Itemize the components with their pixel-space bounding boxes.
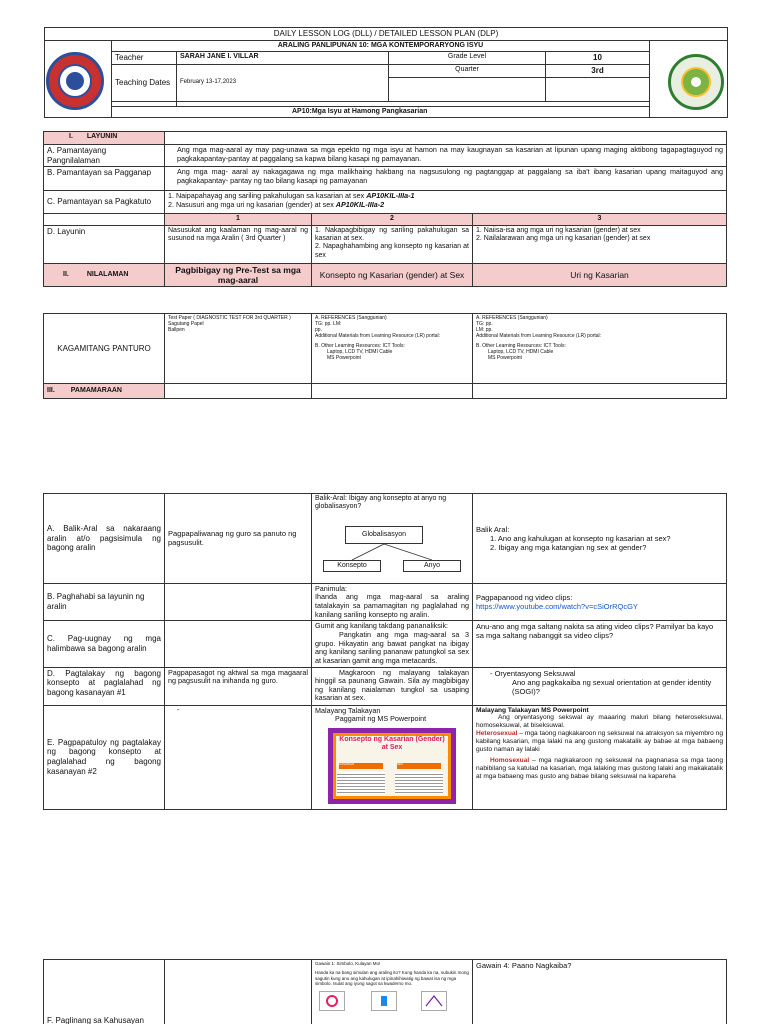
- symbol-icons: [315, 991, 469, 1011]
- kagamitan-day1-item: Ballpen: [168, 327, 185, 333]
- layunin-day2: [312, 225, 473, 263]
- pagtalakay-2-label: E. Pagpapatuloy ng pagtalakay ng bagong konsepto at paglalahad ng bagong kasanayan #2: [44, 705, 165, 809]
- pamantayang-pangnilalaman-text: Ang mga mag-aaral ay may pag-unawa sa mga epekto ng mga isyu at hamon na may kaugnayan sa kasarian at lipunan upang maging aktibong tagapagtaguyod ng pagkakapantay-pantay at paggalang sa kapwa bilang kasapi ng pamayanan.: [165, 145, 727, 167]
- teacher-value: SARAH JANE I. VILLAR: [177, 51, 389, 64]
- pamamaraan-label: PAMAMARAAN: [70, 386, 122, 394]
- pagtalakay-1-day3-head: - Oryentasyong Seksuwal: [490, 668, 576, 678]
- paglinang-label: F. Paglinang sa Kahusayan: [44, 960, 165, 1024]
- male-symbol-icon: [371, 991, 397, 1011]
- pamantayan-sa-pagganap-label: B. Pamantayan sa Pagganap: [44, 167, 165, 191]
- slide-text-block: [337, 772, 385, 794]
- paghahabi-day2-head: Panimula:: [315, 583, 347, 593]
- homosexual-term: Homosexual: [490, 756, 530, 764]
- paghahabi-day3: [473, 583, 727, 621]
- pamamaraan-heading: [44, 384, 165, 399]
- layunin-day2-item-2: 2. Napaghahambing ang konsepto ng kasarian at sex: [315, 243, 469, 259]
- kagamitan-day3: [473, 314, 727, 384]
- pagtalakay-2-day1: -: [165, 705, 312, 809]
- ref-additional: Additional Materials from Learning Resource (LR) portal:: [476, 333, 602, 339]
- ref-tools: Laptop, LCD TV, HDMI Cable: [327, 349, 393, 355]
- pagtalakay-2-day2: [312, 705, 473, 809]
- ref-other: B. Other Learning Resources: ICT Tools:: [315, 343, 405, 349]
- layunin-day2-item-1: 1. Nakapagbibigay ng sariling pakahulugan sa kasarian at sex.: [315, 226, 469, 242]
- day-3-header: 3: [473, 214, 727, 225]
- ref-heading: A. REFERENCES (Sanggunian): [315, 315, 387, 321]
- balik-aral-day3-q1: 1. Ano ang kahulugan at konsepto ng kasarian at sex?: [490, 533, 671, 543]
- layunin-label: LAYUNIN: [86, 133, 118, 140]
- pag-uugnay-day3: Anu-ano ang mga saltang nakita sa ating video clips? Pamilyar ba kayo sa mga saltang nabanggit sa video clips?: [473, 621, 727, 667]
- paghahabi-day3-head: Pagpapanood ng video clips:: [476, 593, 573, 603]
- ref-additional: Additional Materials from Learning Resource (LR) portal:: [315, 333, 441, 339]
- layunin-table: [43, 131, 727, 287]
- empty-cell: [165, 384, 312, 399]
- pagtalakay-2-day3-head: Malayang Talakayan MS Powerpoint: [476, 706, 589, 714]
- heterosexual-term: Heterosexual: [476, 730, 518, 738]
- balik-aral-label: A. Balik-Aral sa nakaraang aralin at/o pagsisimula ng bagong aralin: [44, 494, 165, 584]
- procedures-table: [43, 493, 727, 810]
- empty-cell: [312, 384, 473, 399]
- grade-value: 10: [546, 51, 650, 64]
- balik-aral-day3-q2: 2. Ibigay ang mga katangian ng sex at gender?: [490, 542, 647, 552]
- day-1-header: 1: [165, 214, 312, 225]
- pag-uugnay-day2-text: Pangkatin ang mga mag-aaral sa 3 grupo. Hikayatin ang bawat pangkat na ibigay ang kanilang sariling pananaw patungkol sa sex at kasarian gamit ang mga metacards.: [315, 629, 469, 665]
- globalisasyon-diagram: [315, 520, 469, 582]
- empty-cell: [473, 384, 727, 399]
- subject-title: ARALING PANLIPUNAN 10: MGA KONTEMPORARYONG ISYU: [112, 40, 650, 51]
- paghahabi-label: B. Paghahabi sa layunin ng aralin: [44, 583, 165, 621]
- pamantayang-pangnilalaman-label: A. Pamantayang Pangnilalaman: [44, 145, 165, 167]
- pagtalakay-1-day3-text: Ano ang pagkakaiba ng sexual orientation at gender identity (SOGI)?: [512, 677, 712, 696]
- pagtalakay-2-day3-intro: Ang oryentasyong sekswal ay maaaring maluri bilang heteroseksuwal, homoseksuwal, at biseksuwal.: [476, 714, 723, 730]
- layunin-day3-item-2: 2. Nailalarawan ang mga uri ng kasarian (gender) at sex: [476, 234, 651, 242]
- teacher-label: Teacher: [112, 51, 177, 64]
- nilalaman-num: II.: [63, 270, 69, 278]
- gender-symbol-icon: [421, 991, 447, 1011]
- pagtalakay-1-day2: Magkaroon ng malayang talakayan hinggil sa paunang Gawain. Sila ay magbibigay ng kanilang naialaman tungkol sa usaping kasarian at sex.: [312, 667, 473, 705]
- empty-cell: [165, 960, 312, 1024]
- pagtalakay-2-day2-sub: Paggamit ng MS Powerpoint: [335, 714, 427, 724]
- dates-label: Teaching Dates: [112, 64, 177, 101]
- pagtalakay-1-day3: [473, 667, 727, 705]
- kagamitan-day2: [312, 314, 473, 384]
- pamantayan-sa-pagkatuto-text: [165, 191, 727, 214]
- diagram-node-left: Konsepto: [323, 560, 381, 572]
- pamantayan-sa-pagganap-text: Ang mga mag- aaral ay nakagagawa ng mga malikhaing hakbang na nagsusulong ng pagtanggap at paggalang sa iba't ibang kasarian upang maitaguyod ang pagkakapantay- pantay ng tao bilang kasapi ng pamayanan: [165, 167, 727, 191]
- nilalaman-day3: Uri ng Kasarian: [473, 263, 727, 286]
- ref-ms: MS Powerpoint: [327, 355, 361, 361]
- paglinang-day2-head: Gawain 1: Simbolo, Kulayan Mo!: [315, 961, 381, 966]
- diagram-connectors: [315, 520, 473, 582]
- balik-aral-day3: [473, 494, 727, 584]
- pagtalakay-2-day2-head: Malayang Talakayan: [315, 705, 381, 715]
- pagkatuto-line-1: 1. Naipapahayag ang sariling pakahulugan sa kasarian at sex: [168, 191, 367, 201]
- paghahabi-day2: [312, 583, 473, 621]
- empty-cell: [165, 583, 312, 621]
- slide-label-sex: SEX: [397, 763, 441, 769]
- pamamaraan-num: III.: [47, 386, 55, 394]
- layunin-day1: Nasusukat ang kaalaman ng mag-aaral ng susunod na mga Aralin ( 3rd Quarter ): [165, 225, 312, 263]
- logo-cell-right: [650, 40, 728, 118]
- ref-tg: TG: pp.: [476, 321, 493, 327]
- kagamitan-day1-item: Sagutang Papel: [168, 321, 204, 327]
- kagamitan-table: [43, 313, 727, 399]
- pagtalakay-1-day1: Pagpapasagot ng aktwal sa mga magaaral ng pagsusulit na inihanda ng guro.: [165, 667, 312, 705]
- pag-uugnay-day2: [312, 621, 473, 667]
- nilalaman-label: NILALAMAN: [86, 270, 129, 278]
- video-clip-link[interactable]: https://www.youtube.com/watch?v=cSiOrRQcGY: [476, 602, 638, 612]
- slide-text-block: [395, 772, 443, 794]
- layunin-day3: [473, 225, 727, 263]
- ref-tg: TG: pp. LM:: [315, 321, 342, 327]
- heterosexual-text: – mga taong nagkakaroon ng seksuwal na atraksyon sa miyembro ng kabilang kasarian, mga lalaki na ang gustong makatalik ay babae at mga babaeng gusto naman ay lalaki: [476, 730, 723, 754]
- dates-value: February 13-17,2023: [177, 64, 389, 101]
- pagkatuto-code-1: AP10KIL-IIIa-1: [366, 191, 415, 201]
- layunin-heading: [44, 132, 165, 145]
- paglinang-table: [43, 959, 727, 1024]
- document-title: DAILY LESSON LOG (DLL) / DETAILED LESSON PLAN (DLP): [45, 28, 728, 41]
- empty-cell: [44, 214, 165, 225]
- pagtalakay-2-day3: [473, 705, 727, 809]
- grade-label: Grade Level: [389, 51, 546, 64]
- nilalaman-heading: [44, 263, 165, 286]
- ref-pp: pp.: [315, 327, 322, 333]
- homosexual-definition: [476, 757, 723, 781]
- layunin-day3-item-1: 1. Naiisa-isa ang mga uri ng kasarian (gender) at sex: [476, 226, 641, 234]
- pagtalakay-1-label: D. Pagtalakay ng bagong konsepto at paglalahad ng bagong kasanayan #1: [44, 667, 165, 705]
- pag-uugnay-label: C. Pag-uugnay ng mga halimbawa sa bagong aralin: [44, 621, 165, 667]
- header-table: [44, 27, 728, 118]
- logo-cell-left: [45, 40, 112, 118]
- powerpoint-slide-thumbnail: [328, 728, 456, 804]
- quarter-label: Quarter: [389, 64, 546, 77]
- nilalaman-day2: Konsepto ng Kasarian (gender) at Sex: [312, 263, 473, 286]
- kagamitan-day1: [165, 314, 312, 384]
- paglinang-day2-text: Handa ka na bang simulan ang araling ito? Kung handa ka na, subukin mong sagutin kung ano ang kahulugan at ipinahihiwatig ng bawat isa ng mga simbolo. Isulat ang iyong sagot sa kwaderno mo.: [315, 970, 469, 987]
- ref-heading: A. REFERENCES (Sanggunian): [476, 315, 548, 321]
- pag-uugnay-day2-head: Gumit ang kanilang takdang pananaliksik:: [315, 621, 449, 631]
- layunin-d-label: D. Layunin: [44, 225, 165, 263]
- ref-other: B. Other Learning Resources: ICT Tools:: [476, 343, 566, 349]
- kagamitan-label: KAGAMITANG PANTURO: [44, 314, 165, 384]
- balik-aral-day3-head: Balik Aral:: [476, 524, 510, 534]
- day-2-header: 2: [312, 214, 473, 225]
- balik-aral-day2: [312, 494, 473, 584]
- ref-lm: LM: pp.: [476, 327, 493, 333]
- slide-label-kasarian: KASARIAN: [339, 763, 383, 769]
- empty-cell: [389, 77, 546, 101]
- diagram-node-center: Globalisasyon: [345, 526, 423, 544]
- diagram-node-right: Anyo: [403, 560, 461, 572]
- paghahabi-day2-text: Ihanda ang mga mag-aaral sa araling tatalakayin sa pamamagitan ng paglalahad ng kanilang sariling konsepto ng aralin.: [315, 592, 469, 619]
- pagkatuto-item-2: [168, 201, 723, 210]
- ref-tools: Laptop, LCD TV, HDMI Cable: [488, 349, 554, 355]
- topic-title: AP10:Mga Isyu at Hamong Pangkasarian: [112, 106, 650, 117]
- paglinang-day3: Gawain 4: Paano Nagkaiba?: [473, 960, 727, 1024]
- homosexual-text: – mga nagkakaroon ng seksuwal na pagnanasa sa mga taong nabibilang sa katulad na kasarian, mga lalaking mas gustong lalaki ang makakatalik at mga babaeng mas gusto ang babae bilang seksuwal na kapareha: [476, 756, 723, 780]
- quarter-value: 3rd: [546, 64, 650, 77]
- heterosexual-definition: [476, 730, 723, 754]
- pamantayan-sa-pagkatuto-label: C. Pamantayan sa Pagkatuto: [44, 191, 165, 214]
- balik-aral-day2-text: Balik-Aral: Ibigay ang konsepto at anyo ng globalisasyon?: [315, 495, 447, 511]
- empty-cell: [165, 132, 727, 145]
- ref-ms: MS Powerpoint: [488, 355, 522, 361]
- balik-aral-day1: Pagpapaliwanag ng guro sa panuto ng pagsusulit.: [165, 494, 312, 584]
- female-symbol-icon: [319, 991, 345, 1011]
- pagkatuto-code-2: AP10KIL-IIIa-2: [335, 199, 385, 209]
- paglinang-day2: [312, 960, 473, 1024]
- empty-cell: [546, 77, 650, 101]
- empty-cell: [165, 621, 312, 667]
- nilalaman-day1: Pagbibigay ng Pre-Test sa mga mag-aaral: [165, 263, 312, 286]
- pagkatuto-line-2: 2. Nasusuri ang mga uri ng kasarian (gender) at sex: [168, 199, 336, 209]
- slide-title: Konsepto ng Kasarian (Gender) at Sex: [339, 735, 445, 751]
- kagamitan-day1-item: Test Paper ( DIAGNOSTIC TEST FOR 3rd QUARTER ): [168, 315, 291, 321]
- layunin-num: I.: [69, 133, 73, 140]
